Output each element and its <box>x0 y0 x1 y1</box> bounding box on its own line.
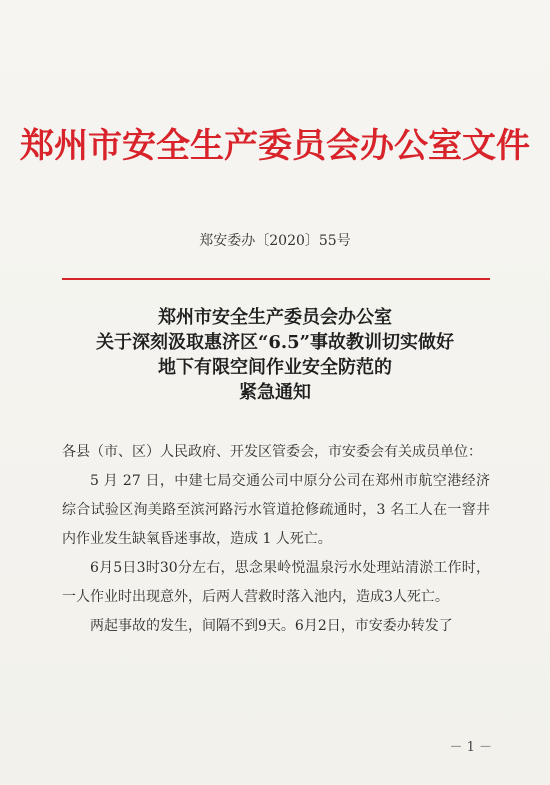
notice-title-line: 关于深刻汲取惠济区“6.5”事故教训切实做好 <box>95 332 455 353</box>
notice-title <box>0 305 550 405</box>
notice-title-line: 地下有限空间作业安全防范的 <box>158 357 392 378</box>
document-number: 郑安委办〔2020〕55号 <box>199 233 351 249</box>
salutation: 各县（市、区）人民政府、开发区管委会，市安委会有关成员单位： <box>62 444 482 460</box>
header-divider <box>62 278 490 280</box>
notice-title-line: 郑州市安全生产委员会办公室 <box>158 307 392 328</box>
notice-title-line: 紧急通知 <box>239 382 311 403</box>
notice-body <box>62 438 490 641</box>
document-header-title: 郑州市安全生产委员会办公室文件 <box>20 126 530 166</box>
body-paragraph: 5 月 27 日，中建七局交通公司中原分公司在郑州市航空港经济综合试验区洵美路至滨河路污水管道抢修疏通时，3 名工人在一窨井内作业发生缺氧昏迷事故，造成 1 人死亡。 <box>62 473 490 547</box>
body-paragraph: 两起事故的发生，间隔不到9天。6月2日，市安委办转发了 <box>90 618 453 634</box>
body-paragraph: 6月5日3时30分左右，思念果岭悦温泉污水处理站清淤工作时，一人作业时出现意外，后两人营救时落入池内，造成3人死亡。 <box>62 560 490 605</box>
page-number: － 1 － <box>449 740 492 755</box>
